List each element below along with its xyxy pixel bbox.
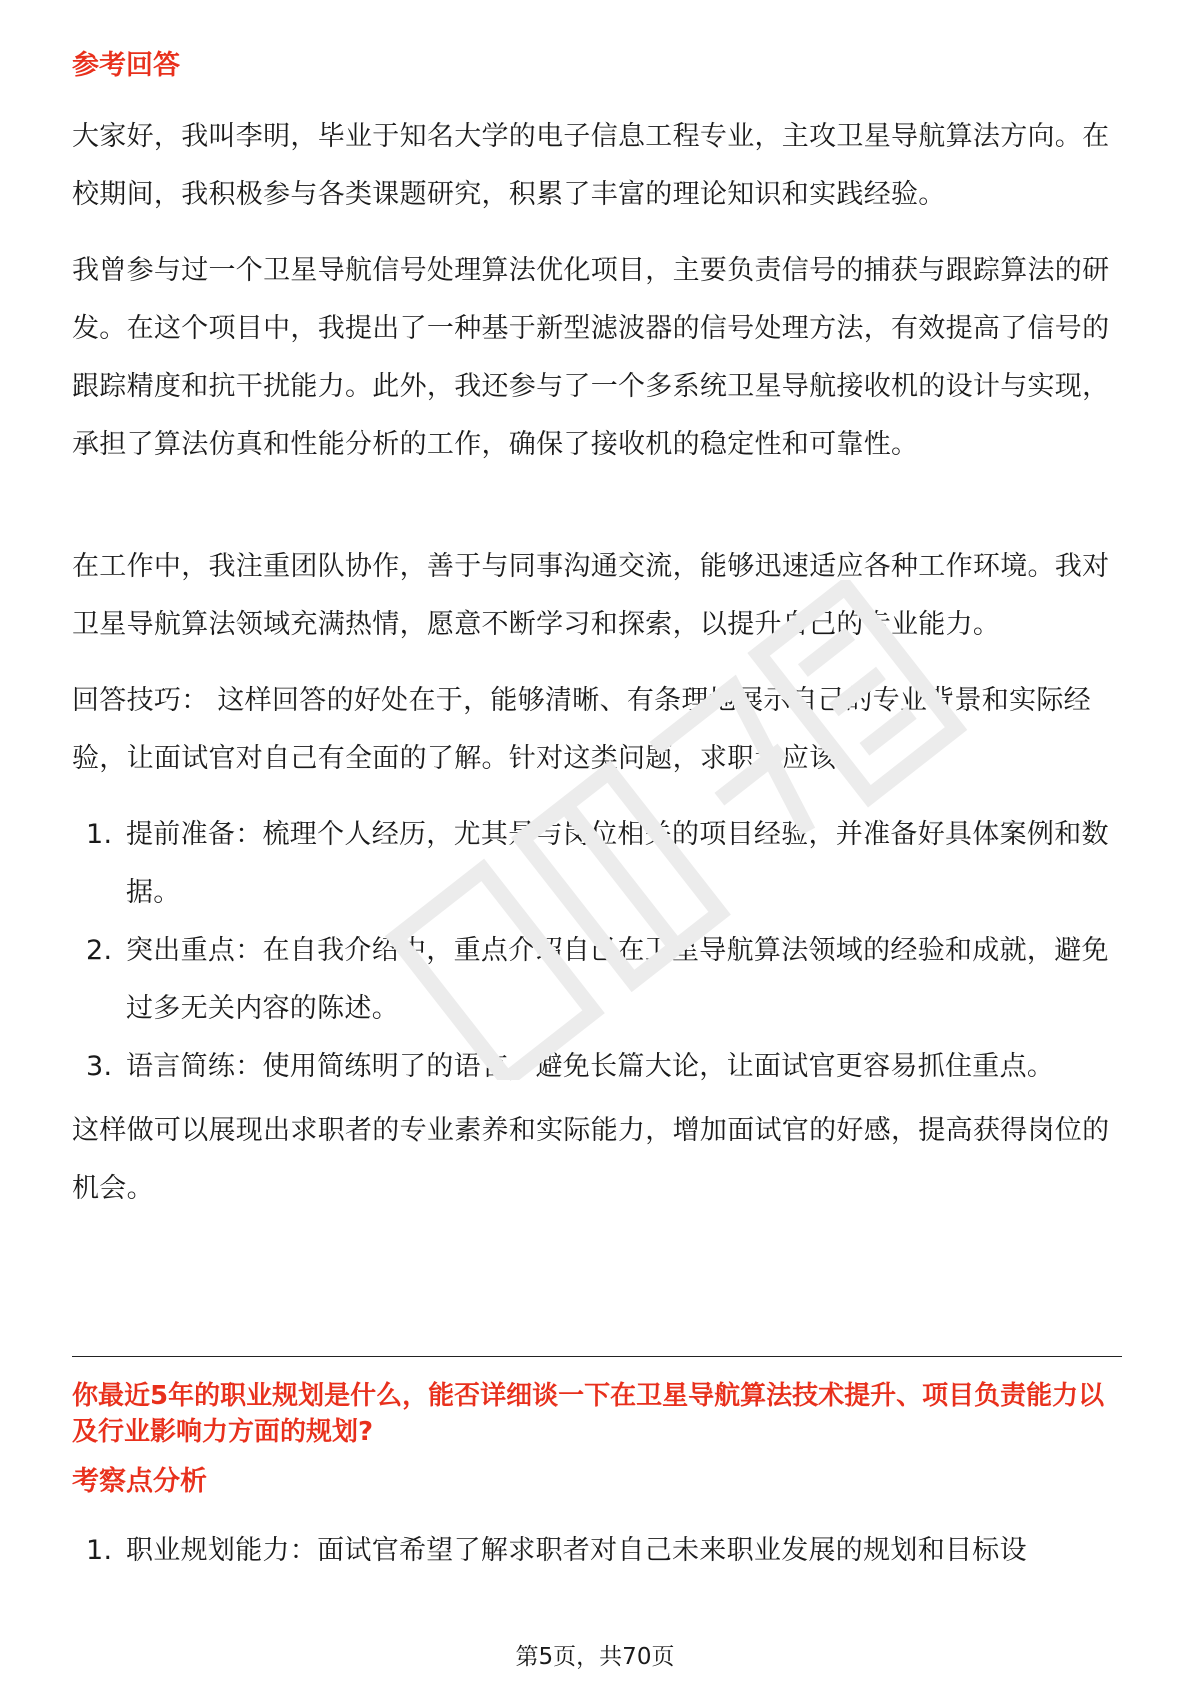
list-item xyxy=(72,1038,1122,1096)
list-number: 1. xyxy=(86,819,113,850)
analysis-title: 考察点分析 xyxy=(72,1466,207,1497)
page-number: 第5页，共70页 xyxy=(515,1644,675,1670)
list-number: 1. xyxy=(86,1535,113,1566)
list-text: 提前准备：梳理个人经历，尤其是与岗位相关的项目经验，并准备好具体案例和数据。 xyxy=(126,819,1109,908)
list-item xyxy=(72,1522,1122,1580)
list-text: 突出重点：在自我介绍中，重点介绍自己在卫星导航算法领域的经验和成就，避免过多无关内容的陈述。 xyxy=(126,935,1109,1024)
project-paragraph: 我曾参与过一个卫星导航信号处理算法优化项目，主要负责信号的捕获与跟踪算法的研发。在这个项目中，我提出了一种基于新型滤波器的信号处理方法，有效提高了信号的跟踪精度和抗干扰能力。此外，我还参与了一个多系统卫星导航接收机的设计与实现，承担了算法仿真和性能分析的工作，确保了接收机的稳定性和可靠性。 xyxy=(72,255,1110,460)
next-question-heading: 你最近5年的职业规划是什么，能否详细谈一下在卫星导航算法技术提升、项目负责能力以及行业影响力方面的规划? xyxy=(72,1381,1105,1447)
list-text: 语言简练：使用简练明了的语言，避免长篇大论，让面试官更容易抓住重点。 xyxy=(126,1051,1055,1082)
section-divider xyxy=(72,1356,1122,1357)
intro-paragraph: 大家好，我叫李明，毕业于知名大学的电子信息工程专业，主攻卫星导航算法方向。在校期间，我积极参与各类课题研究，积累了丰富的理论知识和实践经验。 xyxy=(72,121,1110,210)
list-number: 2. xyxy=(86,935,113,966)
list-item xyxy=(72,922,1122,1038)
section-title: 参考回答 xyxy=(72,50,180,81)
list-number: 3. xyxy=(86,1051,113,1082)
tips-intro-paragraph: 回答技巧： 这样回答的好处在于，能够清晰、有条理地展示自己的专业背景和实际经验，让面试官对自己有全面的了解。针对这类问题，求职者应该： xyxy=(72,685,1091,774)
teamwork-paragraph: 在工作中，我注重团队协作，善于与同事沟通交流，能够迅速适应各种工作环境。我对卫星导航算法领域充满热情，愿意不断学习和探索，以提升自己的专业能力。 xyxy=(72,551,1110,640)
list-item xyxy=(72,806,1122,922)
conclusion-paragraph: 这样做可以展现出求职者的专业素养和实际能力，增加面试官的好感，提高获得岗位的机会。 xyxy=(72,1115,1110,1204)
list-text: 职业规划能力：面试官希望了解求职者对自己未来职业发展的规划和目标设 xyxy=(126,1535,1027,1566)
tips-list xyxy=(72,806,1122,1096)
analysis-list xyxy=(72,1522,1122,1580)
